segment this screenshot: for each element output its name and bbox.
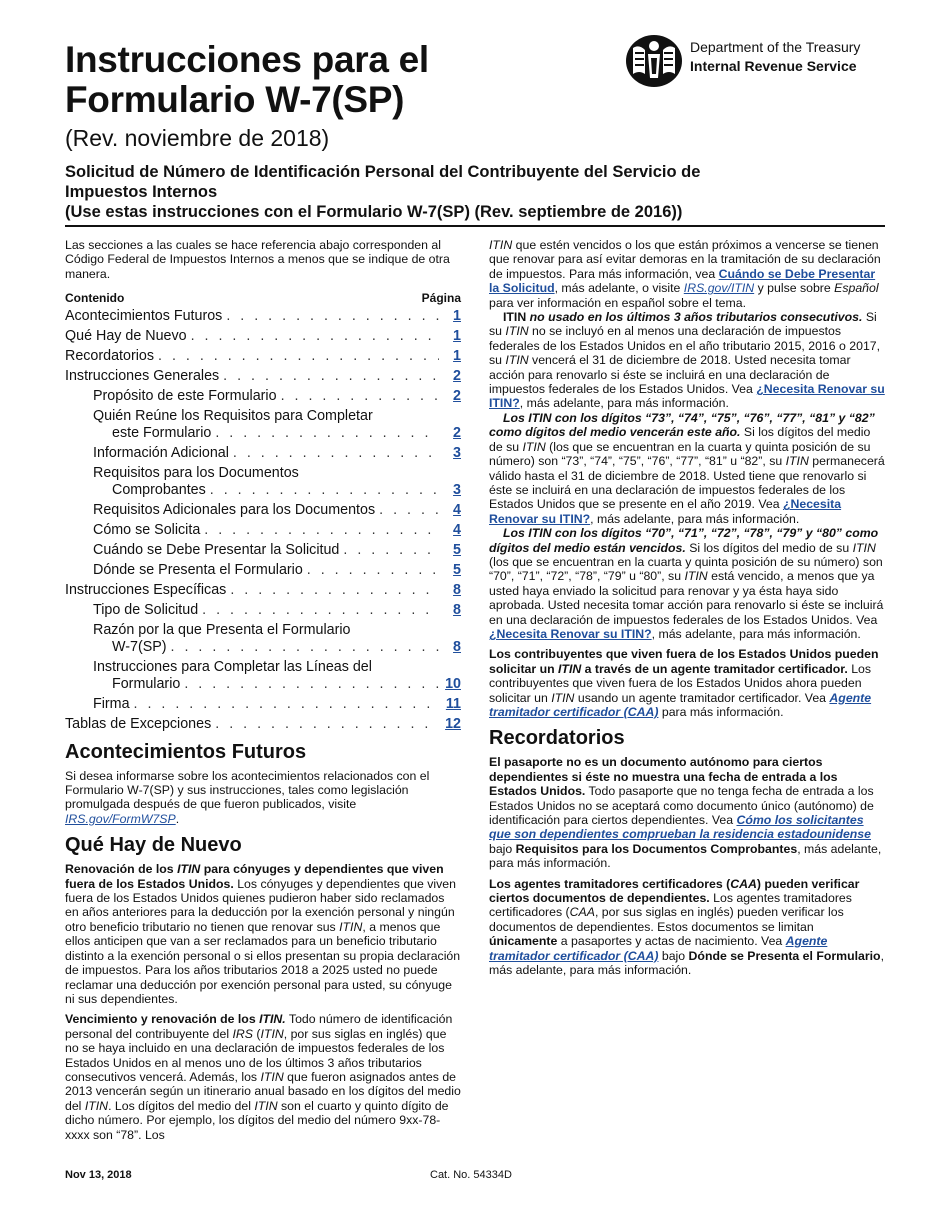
department-name: Department of the Treasury	[690, 39, 861, 55]
itin-70-80-paragraph: Los ITIN con los dígitos “70”, “71”, “72”, “78”, “79” y “80” como dígitos del medio están vencidos. Si los dígitos del medio de su ITIN (los que se encuentran en la cuarta y quinta posición de su número) son “70”, “71”, “72”, “78”, “79” u “80”, su ITIN está vencido, a menos que ya usted haya enviado la solicitud para renovar y ya ésta haya sido aprobada. Usted necesita tomar acción para renovarlo si éste se incluirá en una declaración de impuestos federales de los Estados Unidos. Vea ¿Necesita Renovar su ITIN?, más adelante, para más información.	[489, 526, 884, 641]
right-column	[489, 238, 885, 984]
irs-eagle-logo-icon	[625, 34, 683, 88]
toc-item[interactable]: Acontecimientos Futuros . . . 1	[65, 308, 461, 325]
toc-page-label: Página	[421, 291, 461, 306]
toc-item[interactable]: Recordatorios . . . 1	[65, 348, 461, 365]
toc-item[interactable]: Firma . . . 11	[65, 696, 461, 713]
irs-formw7sp-link[interactable]: IRS.gov/FormW7SP	[65, 811, 176, 826]
toc-item[interactable]: Quién Reúne los Requisitos para Completar este Formulario . . . 2	[65, 408, 461, 442]
residencia-link[interactable]: Cómo los solicitantes que son dependientes comprueban la residencia estadounidense	[489, 813, 871, 842]
toc-page-link[interactable]: 5	[453, 561, 461, 578]
toc-page-link[interactable]: 3	[453, 481, 461, 498]
toc-page-link[interactable]: 12	[445, 715, 461, 732]
acontecimientos-text: Si desea informarse sobre los acontecimientos relacionados con el Formulario W-7(SP) y sus instrucciones, tales como legislación promulgada después de que fueron publicados, visite IRS.gov/FormW7SP.	[65, 768, 430, 826]
toc-page-link[interactable]: 8	[453, 638, 461, 655]
table-of-contents	[65, 308, 461, 733]
necesita-renovar-link[interactable]: ¿Necesita Renovar su ITIN?	[489, 497, 842, 526]
section-heading-nuevo: Qué Hay de Nuevo	[65, 834, 242, 857]
subtitle-line-2: Impuestos Internos	[65, 183, 218, 201]
toc-item[interactable]: Información Adicional . . . 3	[65, 445, 461, 462]
toc-page-link[interactable]: 10	[445, 675, 461, 692]
toc-item[interactable]: Instrucciones para Completar las Líneas del Formulario . . . 10	[65, 659, 461, 693]
toc-item[interactable]: Requisitos para los Documentos Comprobantes . . . 3	[65, 465, 461, 499]
cuando-presentar-link[interactable]: Cuándo se Debe Presentar la Solicitud	[489, 266, 876, 296]
caa-verify-paragraph: Los agentes tramitadores certificadores (CAA) pueden verificar ciertos documentos de dependientes. Los agentes tramitadores certificadores (CAA, por sus siglas en inglés) pueden verificar los documentos de dependientes. Estos documentos se limitan únicamente a pasaportes y actas de nacimiento. Vea Agente tramitador certificador (CAA) bajo Dónde se Presenta el Formulario, más adelante, para más información.	[489, 876, 884, 978]
necesita-renovar-link[interactable]: ¿Necesita Renovar su ITIN?	[489, 626, 652, 641]
footer-date: Nov 13, 2018	[65, 1169, 132, 1181]
toc-page-link[interactable]: 1	[453, 347, 461, 364]
agency-name	[690, 38, 860, 76]
agency-block	[625, 34, 895, 88]
intro-text: Las secciones a las cuales se hace referencia abajo corresponden al Código Federal de Impuestos Internos a menos que se indique de otra manera.	[65, 238, 450, 281]
agency-irs-name: Internal Revenue Service	[690, 58, 857, 74]
toc-page-link[interactable]: 3	[453, 444, 461, 461]
nuevo-paragraph-1: Renovación de los ITIN para cónyuges y dependientes que viven fuera de los Estados Unidos. Los cónyuges y dependientes que viven fuera de los Estados Unidos quienes pudieron haber sido reclamados en años anteriores para la deducción por la exención personal y ningún otro beneficio tributario no tienen que renovar sus ITIN, a menos que ellos anticipen que van a ser reclamados para un beneficio tributario distinto a la exención personal o si ellos presentan su propia declaración de impuestos. Para los años tributarios 2018 a 2025 usted no puede reclamar una deducción por exención personal para usted, su cónyuge ni sus dependientes.	[65, 862, 461, 1006]
necesita-renovar-link[interactable]: ¿Necesita Renovar su ITIN?	[489, 382, 885, 411]
itin-not-used-paragraph: ITIN no usado en los últimos 3 años tributarios consecutivos. Si su ITIN no se incluyó en al menos una declaración de impuestos federales de los Estados Unidos en el año tributario 2015, 2016 o 2017, su ITIN vencerá el 31 de diciembre de 2018. Usted necesita tomar acción para renovarlo si éste se incluirá en una declaración de impuestos federales de los Estados Unidos. Vea ¿Necesita Renovar su ITIN?, más adelante, para más información.	[489, 310, 885, 411]
section-heading-acontecimientos: Acontecimientos Futuros	[65, 740, 307, 763]
toc-item[interactable]: Tipo de Solicitud . . . 8	[65, 602, 461, 619]
header-divider	[65, 225, 885, 227]
toc-page-link[interactable]: 2	[453, 387, 461, 404]
toc-item[interactable]: Cuándo se Debe Presentar la Solicitud . . . 5	[65, 542, 461, 559]
itin-73-82-paragraph: Los ITIN con los dígitos “73”, “74”, “75”, “76”, “77”, “81” y “82” como dígitos del medio vencerán este año. Si los dígitos del medio de su ITIN (los que se encuentran en la cuarta y quinta posición de su número) son “73”, “74”, “75”, “76”, “77”, “81” u “82”, su ITIN permanecerá válido hasta el 31 de diciembre de 2018. Usted tiene que renovarlo si éste se incluirá en una declaración de impuestos federales de los Estados Unidos que se presente en el año 2019. Vea ¿Necesita Renovar su ITIN?, más adelante, para más información.	[489, 410, 885, 526]
toc-page-link[interactable]: 8	[453, 601, 461, 618]
revision-date: (Rev. noviembre de 2018)	[65, 125, 330, 151]
toc-page-link[interactable]: 2	[453, 424, 461, 441]
toc-page-link[interactable]: 4	[453, 521, 461, 538]
left-column	[65, 238, 461, 1148]
nuevo-paragraph-2: Vencimiento y renovación de los ITIN. Todo número de identificación personal del contribuyente del IRS (ITIN, por sus siglas en inglés) que no se haya incluido en una declaración de impuestos federales de los Estados Unidos en al menos uno de los últimos 3 años tributarios consecutivos vencerá. Además, los ITIN que fueron asignados antes de 2013 vencerán según un itinerario anual basado en los dígitos del medio del ITIN. Los dígitos del medio del ITIN son el cuarto y quinto dígito de dicho número. Por ejemplo, los dígitos del medio del número 9xx-78-xxxx son “78”. Los	[65, 1012, 461, 1142]
subtitle-line-3: (Use estas instrucciones con el Formulario W-7(SP) (Rev. septiembre de 2016))	[65, 203, 683, 221]
expiry-continued: ITIN que estén vencidos o los que están próximos a vencerse se tienen que renovar para así evitar demoras en la tramitación de su declaración de impuestos. Para más información, vea Cuándo se Debe Presentar la Solicitud, más adelante, o visite IRS.gov/ITIN y pulse sobre Español para ver información en español sobre el tema.	[489, 238, 881, 310]
caa-link[interactable]: Agente tramitador certificador (CAA)	[489, 690, 872, 719]
toc-page-link[interactable]: 11	[445, 695, 461, 712]
footer-catalog-number: Cat. No. 54334D	[430, 1169, 512, 1181]
toc-page-link[interactable]: 8	[453, 581, 461, 598]
toc-item[interactable]: Instrucciones Generales . . . 2	[65, 368, 461, 385]
title-line-2: Formulario W-7(SP)	[65, 79, 405, 120]
toc-page-link[interactable]: 1	[453, 327, 461, 344]
irs-itin-link[interactable]: IRS.gov/ITIN	[683, 281, 755, 296]
toc-item[interactable]: Qué Hay de Nuevo . . . 1	[65, 328, 461, 345]
toc-page-link[interactable]: 4	[453, 501, 461, 518]
toc-item[interactable]: Instrucciones Específicas . . . 8	[65, 582, 461, 599]
toc-page-link[interactable]: 5	[453, 541, 461, 558]
form-subtitle	[65, 162, 885, 222]
title-block	[65, 40, 625, 152]
toc-item[interactable]: Razón por la que Presenta el Formulario W-7(SP) . . . 8	[65, 622, 461, 656]
toc-item[interactable]: Tablas de Excepciones . . . 12	[65, 716, 461, 733]
toc-contents-label: Contenido	[65, 291, 125, 306]
title-line-1: Instrucciones para el	[65, 39, 429, 80]
toc-item[interactable]: Dónde se Presenta el Formulario . . . 5	[65, 562, 461, 579]
page-title	[65, 40, 625, 120]
section-heading-recordatorios: Recordatorios	[489, 727, 625, 750]
toc-page-link[interactable]: 2	[453, 367, 461, 384]
toc-page-link[interactable]: 1	[453, 307, 461, 324]
subtitle-line-1: Solicitud de Número de Identificación Personal del Contribuyente del Servicio de	[65, 163, 701, 181]
toc-item[interactable]: Cómo se Solicita . . . 4	[65, 522, 461, 539]
passport-paragraph: El pasaporte no es un documento autónomo para ciertos dependientes si éste no muestra una fecha de entrada a los Estados Unidos. Todo pasaporte que no tenga fecha de entrada a los Estados Unidos no se aceptará como documento único (autónomo) de identificación para ciertos dependientes. Vea Cómo los solicitantes que son dependientes comprueban la residencia estadounidense bajo Requisitos para los Documentos Comprobantes, más adelante, para más información.	[489, 755, 882, 871]
toc-header	[65, 291, 461, 305]
caa-outside-us-paragraph: Los contribuyentes que viven fuera de los Estados Unidos pueden solicitar un ITIN a través de un agente tramitador certificador. Los contribuyentes que viven fuera de los Estados Unidos ahora pueden solicitar un ITIN usando un agente tramitador certificador. Vea Agente tramitador certificador (CAA) para más información.	[489, 647, 879, 719]
toc-item[interactable]: Requisitos Adicionales para los Documentos . . . 4	[65, 502, 461, 519]
caa-link[interactable]: Agente tramitador certificador (CAA)	[489, 934, 828, 963]
toc-item[interactable]: Propósito de este Formulario . . . 2	[65, 388, 461, 405]
